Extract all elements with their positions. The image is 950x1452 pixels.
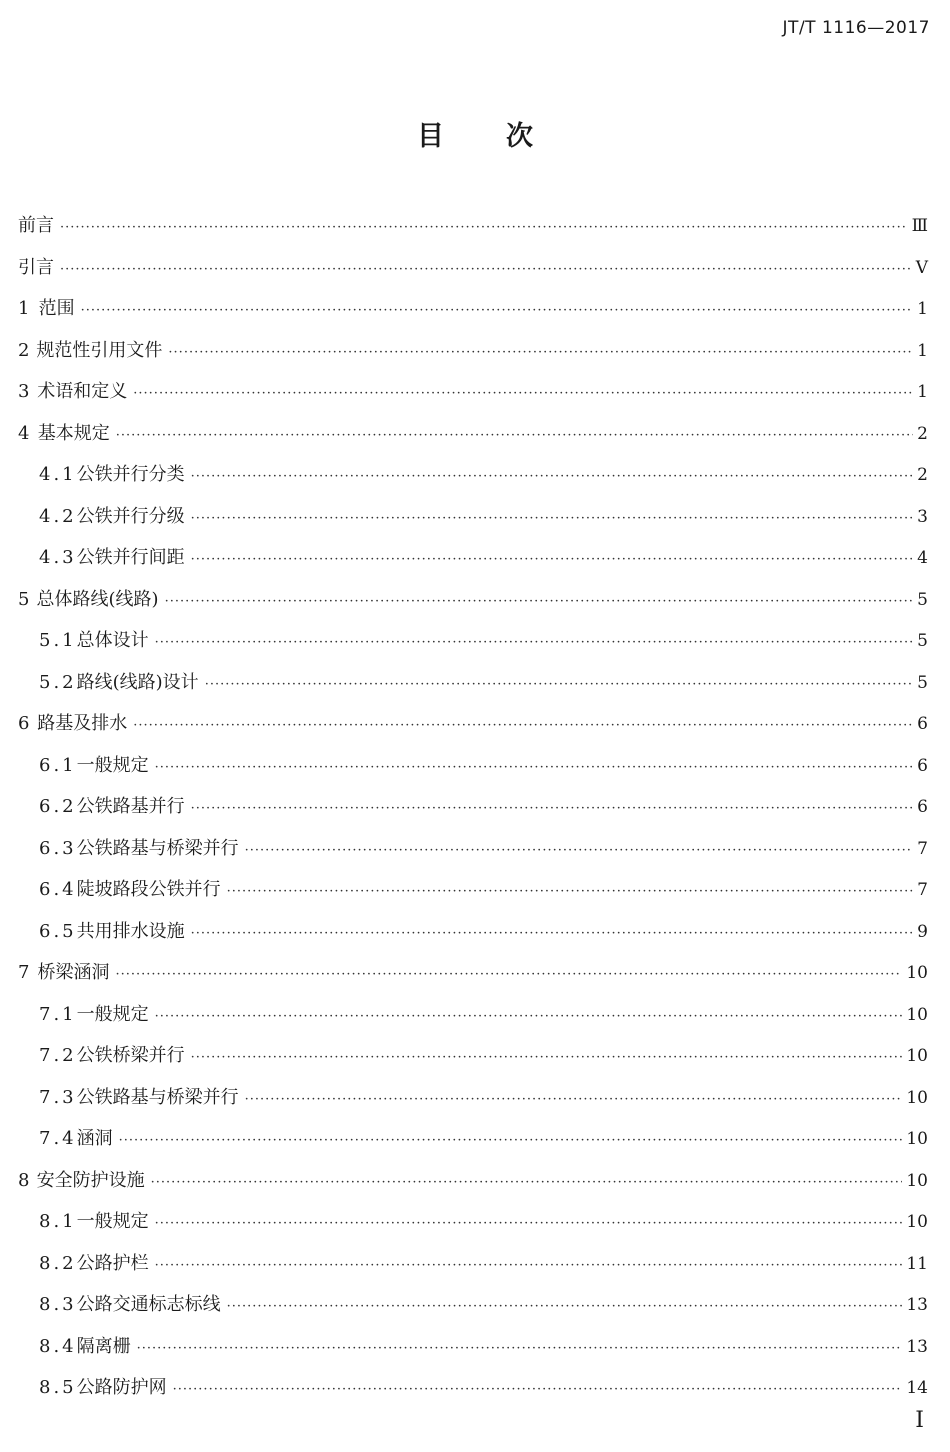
toc-entry-page: 10: [906, 1129, 928, 1149]
toc-leader-dots: [155, 1245, 903, 1287]
toc-entry-number: 6.1: [39, 754, 77, 776]
toc-entry-page: 14: [906, 1378, 928, 1398]
toc-entry-number: 7.1: [39, 1003, 77, 1025]
toc-entry-title: 前言: [18, 215, 54, 236]
toc-entry-title: 桥梁涵洞: [37, 962, 110, 983]
toc-entry-page: 10: [906, 963, 928, 983]
toc-entry[interactable]: [0, 1160, 950, 1202]
toc-entry-title: 隔离栅: [76, 1335, 131, 1357]
toc-entry-page: 10: [906, 1170, 928, 1191]
toc-entry-title: 路基及排水: [37, 713, 128, 734]
toc-entry-number: 5.1: [39, 630, 77, 651]
toc-entry-number: 4.3: [39, 547, 77, 568]
toc-entry-number: 6.3: [39, 837, 77, 859]
toc-leader-dots: [133, 705, 913, 747]
toc-entry-number: 6.2: [39, 796, 77, 817]
toc-entry[interactable]: [0, 1118, 950, 1160]
toc-entry-title: 引言: [18, 256, 54, 278]
toc-leader-dots: [191, 788, 914, 830]
toc-entry-page: 10: [906, 1004, 928, 1025]
toc-leader-dots: [227, 1286, 903, 1328]
toc-entry-number: 7: [18, 962, 33, 983]
toc-entry-page: 9: [917, 921, 928, 942]
toc-leader-dots: [60, 207, 908, 249]
toc-leader-dots: [137, 1328, 903, 1370]
toc-entry-title: 公铁路基与桥梁并行: [76, 1086, 239, 1108]
toc-entry-number: 8.2: [39, 1252, 77, 1274]
toc-entry-title: 一般规定: [76, 1211, 149, 1232]
toc-entry[interactable]: [0, 1243, 950, 1285]
toc-entry-number: 8.1: [39, 1211, 77, 1232]
toc-entry-number: 7.3: [39, 1086, 77, 1108]
toc-entry-page: 6: [917, 797, 928, 817]
toc-entry-page: 7: [917, 880, 928, 900]
toc-entry[interactable]: [0, 496, 950, 538]
toc-leader-dots: [133, 373, 913, 415]
toc-entry-title: 涵洞: [76, 1128, 113, 1149]
toc-entry[interactable]: [0, 828, 950, 870]
toc-entry-title: 共用排水设施: [76, 920, 185, 942]
toc-leader-dots: [227, 871, 914, 913]
toc-entry-page: 6: [917, 714, 928, 734]
toc-entry-page: 6: [917, 755, 928, 776]
page-title: 目次: [417, 121, 595, 152]
toc-entry-page: 3: [917, 506, 928, 527]
toc-entry-page: 1: [917, 340, 928, 361]
toc-entry-page: 1: [917, 299, 928, 319]
toc-entry-page: Ⅲ: [911, 216, 928, 236]
toc-leader-dots: [155, 622, 914, 664]
toc-entry-title: 规范性引用文件: [36, 339, 163, 361]
toc-entry[interactable]: [0, 1201, 950, 1243]
toc-entry-title: 一般规定: [76, 754, 149, 776]
toc-leader-dots: [173, 1369, 903, 1411]
toc-entry[interactable]: [0, 205, 950, 247]
toc-entry-number: 6: [18, 713, 33, 734]
toc-leader-dots: [155, 1203, 903, 1245]
page-number: Ⅰ: [915, 1408, 924, 1433]
toc-leader-dots: [119, 1120, 903, 1162]
toc-entry-title: 安全防护设施: [36, 1169, 145, 1191]
toc-entry[interactable]: [0, 1284, 950, 1326]
toc-entry-number: 7.2: [39, 1045, 77, 1066]
toc-leader-dots: [191, 498, 914, 540]
toc-entry[interactable]: [0, 786, 950, 828]
toc-entry-title: 公路防护网: [76, 1377, 167, 1398]
toc-entry-number: 6.5: [39, 920, 77, 942]
toc-entry-number: 4: [18, 422, 33, 444]
toc-entry-title: 范围: [38, 298, 75, 319]
toc-entry[interactable]: [0, 413, 950, 455]
toc-entry-page: 10: [906, 1212, 928, 1232]
toc-entry-title: 陡坡路段公铁并行: [76, 879, 221, 900]
toc-entry-title: 总体路线(线路): [36, 588, 159, 610]
toc-leader-dots: [191, 539, 914, 581]
toc-entry[interactable]: [0, 994, 950, 1036]
toc-entry-title: 公铁并行分类: [76, 464, 185, 485]
toc-leader-dots: [151, 1162, 903, 1204]
toc-entry-page: 5: [917, 589, 928, 610]
toc-leader-dots: [191, 913, 914, 955]
toc-entry-title: 公铁路基并行: [76, 796, 185, 817]
toc-entry-page: 11: [906, 1253, 928, 1274]
toc-leader-dots: [155, 996, 903, 1038]
toc-entry-page: 13: [906, 1336, 928, 1357]
toc-entry[interactable]: [0, 537, 950, 579]
toc-entry-title: 公铁并行分级: [76, 505, 185, 527]
toc-entry-page: 13: [906, 1295, 928, 1315]
toc-leader-dots: [205, 664, 913, 706]
toc-entry[interactable]: [0, 869, 950, 911]
toc-entry-number: 7.4: [39, 1128, 77, 1149]
toc-leader-dots: [60, 249, 912, 291]
toc-entry-page: 5: [917, 631, 928, 651]
toc-leader-dots: [245, 830, 914, 872]
toc-entry-page: 1: [917, 382, 928, 402]
toc-entry-page: 2: [917, 423, 928, 444]
toc-entry-title: 路线(线路)设计: [76, 671, 199, 693]
toc-entry-number: 6.4: [39, 879, 77, 900]
toc-entry-number: 4.2: [39, 505, 77, 527]
toc-entry[interactable]: [0, 1077, 950, 1119]
toc-entry[interactable]: [0, 247, 950, 289]
toc-entry[interactable]: [0, 620, 950, 662]
toc-entry-number: 8.3: [39, 1294, 77, 1315]
toc-entry[interactable]: [0, 911, 950, 953]
toc-entry-number: 2: [18, 339, 33, 361]
toc-entry[interactable]: [0, 454, 950, 496]
toc-entry-page: 7: [917, 838, 928, 859]
toc-entry-title: 术语和定义: [37, 381, 128, 402]
toc-leader-dots: [155, 747, 914, 789]
toc-entry[interactable]: [0, 703, 950, 745]
toc-entry-number: 4.1: [39, 464, 77, 485]
toc-entry[interactable]: [0, 952, 950, 994]
toc-entry[interactable]: [0, 1367, 950, 1409]
toc-entry-page: 10: [906, 1087, 928, 1108]
toc-leader-dots: [191, 456, 914, 498]
toc-entry-number: 8.5: [39, 1377, 77, 1398]
toc-leader-dots: [116, 415, 913, 457]
toc-entry-number: 8.4: [39, 1335, 77, 1357]
toc-entry-title: 公铁路基与桥梁并行: [76, 837, 239, 859]
toc-leader-dots: [115, 954, 902, 996]
toc-entry-title: 一般规定: [76, 1003, 149, 1025]
toc-entry[interactable]: [0, 662, 950, 704]
toc-entry-title: 公铁并行间距: [76, 547, 185, 568]
toc-entry-page: 10: [906, 1046, 928, 1066]
toc-entry-page: 2: [917, 465, 928, 485]
toc-entry-title: 基本规定: [37, 422, 110, 444]
toc-entry[interactable]: [0, 745, 950, 787]
toc-entry-title: 公路交通标志标线: [76, 1294, 221, 1315]
toc-entry-number: 1: [18, 298, 33, 319]
toc-entry[interactable]: [0, 371, 950, 413]
table-of-contents: [0, 205, 950, 1409]
toc-entry[interactable]: [0, 288, 950, 330]
toc-entry-number: 8: [18, 1169, 33, 1191]
toc-leader-dots: [245, 1079, 903, 1121]
toc-entry-number: 5: [18, 588, 33, 610]
toc-leader-dots: [165, 581, 914, 623]
toc-entry-number: 5.2: [39, 671, 77, 693]
toc-entry-title: 总体设计: [76, 630, 149, 651]
toc-entry-page: Ⅴ: [915, 257, 928, 278]
toc-entry-page: 5: [917, 672, 928, 693]
toc-entry[interactable]: [0, 330, 950, 372]
toc-entry[interactable]: [0, 579, 950, 621]
toc-entry-title: 公路护栏: [76, 1252, 149, 1274]
toc-leader-dots: [81, 290, 914, 332]
toc-leader-dots: [191, 1037, 903, 1079]
toc-entry-number: 3: [18, 381, 33, 402]
toc-entry[interactable]: [0, 1326, 950, 1368]
toc-leader-dots: [168, 332, 913, 374]
toc-entry-page: 4: [917, 548, 928, 568]
toc-entry-title: 公铁桥梁并行: [76, 1045, 185, 1066]
standard-code: JT/T 1116—2017: [782, 18, 930, 38]
toc-entry[interactable]: [0, 1035, 950, 1077]
